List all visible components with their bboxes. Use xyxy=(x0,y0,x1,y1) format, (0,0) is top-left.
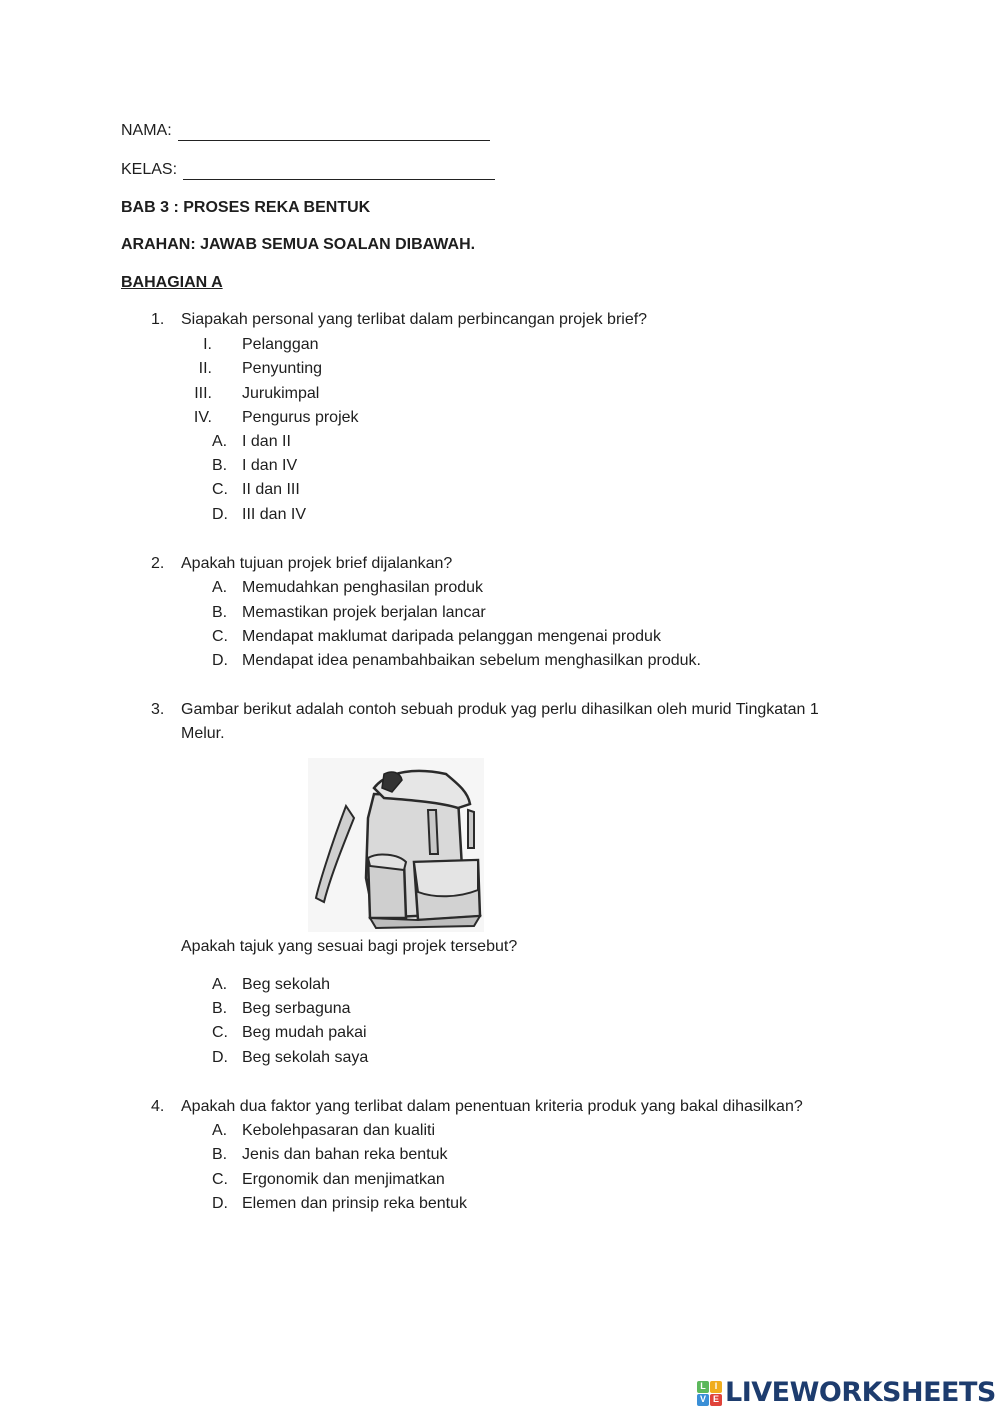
option-letter: A. xyxy=(212,579,228,596)
option-letter: C. xyxy=(212,628,228,645)
logo-tile-e: E xyxy=(710,1394,722,1406)
class-label: KELAS: xyxy=(121,161,178,178)
question-text: Apakah tujuan projek brief dijalankan? xyxy=(181,555,453,572)
question-number: 1. xyxy=(151,311,165,328)
logo-tile-v: V xyxy=(697,1394,709,1406)
option-text: Mendapat maklumat daripada pelanggan mengenai produk xyxy=(242,628,661,645)
option-text: I dan II xyxy=(242,433,291,450)
option-letter: B. xyxy=(212,1146,228,1163)
chapter-title: BAB 3 : PROSES REKA BENTUK xyxy=(121,199,371,216)
class-field-row xyxy=(121,160,495,180)
liveworksheets-logo xyxy=(697,1378,996,1408)
statement-text: Pengurus projek xyxy=(242,409,359,426)
option-text: Beg serbaguna xyxy=(242,1000,351,1017)
statement-numeral: II. xyxy=(198,360,212,377)
option-text: Ergonomik dan menjimatkan xyxy=(242,1171,445,1188)
statement-text: Penyunting xyxy=(242,360,323,377)
option-letter: D. xyxy=(212,652,228,669)
option-text: Elemen dan prinsip reka bentuk xyxy=(242,1195,468,1212)
statement-numeral: III. xyxy=(194,385,212,402)
name-label: NAMA: xyxy=(121,122,172,139)
statement-text: Pelanggan xyxy=(242,336,319,353)
backpack-image xyxy=(308,758,484,932)
option-text: Beg sekolah saya xyxy=(242,1049,369,1066)
option-text: Memudahkan penghasilan produk xyxy=(242,579,484,596)
option-letter: C. xyxy=(212,481,228,498)
option-text: Mendapat idea penambahbaikan sebelum menghasilkan produk. xyxy=(242,652,701,669)
option-text: Beg mudah pakai xyxy=(242,1024,367,1041)
option-letter: D. xyxy=(212,1195,228,1212)
option-letter: A. xyxy=(212,976,228,993)
option-letter: B. xyxy=(212,457,228,474)
option-text: Memastikan projek berjalan lancar xyxy=(242,604,486,621)
question-text: Siapakah personal yang terlibat dalam perbincangan projek brief? xyxy=(181,311,648,328)
option-text: III dan IV xyxy=(242,506,307,523)
option-letter: C. xyxy=(212,1024,228,1041)
option-letter: B. xyxy=(212,604,228,621)
name-input-line[interactable] xyxy=(178,124,490,141)
statement-numeral: I. xyxy=(203,336,212,353)
question-number: 4. xyxy=(151,1098,165,1115)
option-letter: D. xyxy=(212,1049,228,1066)
backpack-icon xyxy=(308,758,484,932)
logo-tile-l: L xyxy=(697,1381,709,1393)
option-text: Beg sekolah xyxy=(242,976,331,993)
question-text-line-2: Melur. xyxy=(181,725,225,742)
follow-up-question: Apakah tajuk yang sesuai bagi projek tersebut? xyxy=(181,938,518,955)
section-title: BAHAGIAN A xyxy=(121,274,223,291)
instruction-text: ARAHAN: JAWAB SEMUA SOALAN DIBAWAH. xyxy=(121,236,476,253)
option-text: Kebolehpasaran dan kualiti xyxy=(242,1122,436,1139)
option-text: I dan IV xyxy=(242,457,298,474)
statement-numeral: IV. xyxy=(193,409,212,426)
logo-tile-i: I xyxy=(710,1381,722,1393)
option-text: Jenis dan bahan reka bentuk xyxy=(242,1146,448,1163)
option-text: II dan III xyxy=(242,481,300,498)
option-letter: C. xyxy=(212,1171,228,1188)
option-letter: A. xyxy=(212,433,228,450)
option-letter: D. xyxy=(212,506,228,523)
question-number: 3. xyxy=(151,701,165,718)
name-field-row xyxy=(121,121,490,141)
class-input-line[interactable] xyxy=(183,163,495,180)
question-text: Apakah dua faktor yang terlibat dalam penentuan kriteria produk yang bakal dihasilkan? xyxy=(181,1098,803,1115)
option-letter: B. xyxy=(212,1000,228,1017)
live-grid-icon xyxy=(697,1381,722,1406)
logo-text: LIVEWORKSHEETS xyxy=(725,1377,996,1408)
question-text-line-1: Gambar berikut adalah contoh sebuah produk yag perlu dihasilkan oleh murid Tingkatan 1 xyxy=(181,701,819,718)
statement-text: Jurukimpal xyxy=(242,385,320,402)
question-number: 2. xyxy=(151,555,165,572)
option-letter: A. xyxy=(212,1122,228,1139)
